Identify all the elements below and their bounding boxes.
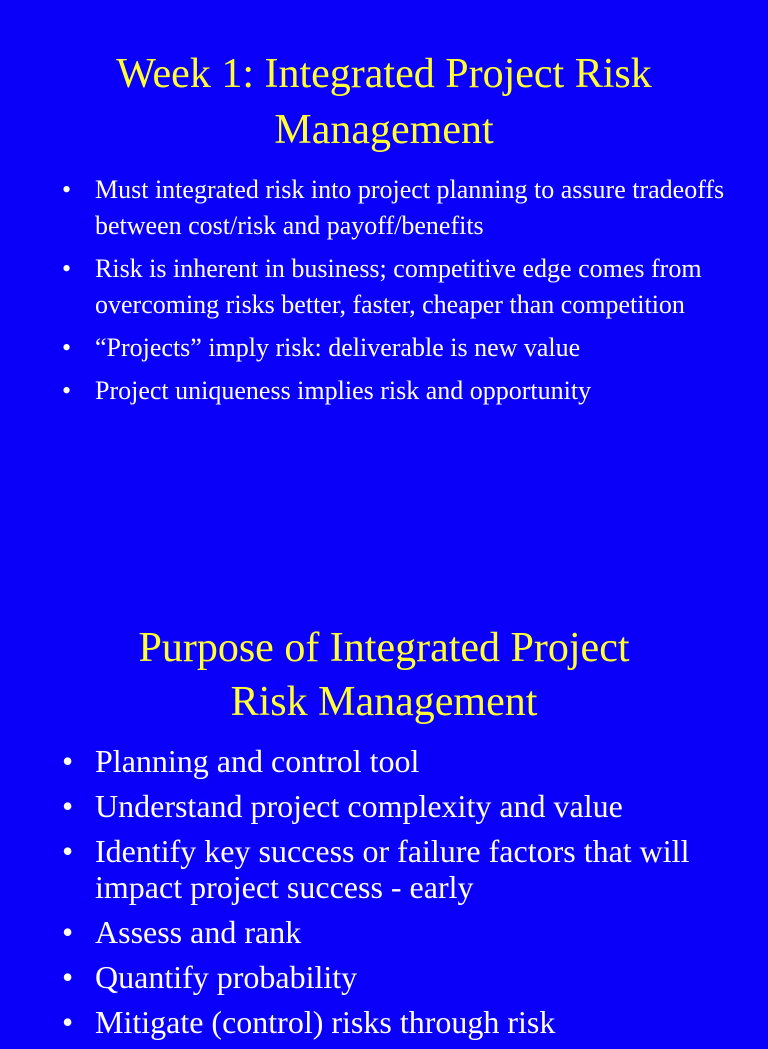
bullet-text: Identify key success or failure factors that will impact project success - early — [95, 833, 690, 905]
bullet-text: Mitigate (control) risks through risk — [95, 1004, 556, 1040]
bullet-list — [62, 172, 738, 416]
bullet-item — [62, 373, 738, 409]
bullet-item — [62, 914, 738, 950]
bullet-text: Planning and control tool — [95, 743, 420, 779]
bullet-text: Must integrated risk into project planning to assure tradeoffs between cost/risk and payoff/benefits — [95, 175, 725, 240]
bullet-text: Understand project complexity and value — [95, 788, 623, 824]
bullet-text: “Projects” imply risk: deliverable is new value — [95, 333, 581, 362]
bullet-item — [62, 833, 738, 905]
slide-title-line-2: Management — [274, 107, 494, 153]
bullet-item — [62, 1004, 738, 1040]
bullet-icon: • — [62, 743, 74, 779]
bullet-item — [62, 959, 738, 995]
bullet-icon: • — [62, 175, 72, 204]
bullet-icon: • — [62, 376, 72, 405]
bullet-item — [62, 330, 738, 366]
bullet-text: Assess and rank — [95, 914, 302, 950]
bullet-icon: • — [62, 1004, 74, 1040]
slide-title-line-1: Purpose of Integrated Project — [138, 625, 630, 671]
bullet-text: Project uniqueness implies risk and opportunity — [95, 376, 592, 405]
bullet-list — [62, 743, 738, 1049]
slide-title — [30, 621, 738, 729]
bullet-item — [62, 251, 738, 323]
slide-title-line-2: Risk Management — [230, 679, 538, 725]
bullet-icon: • — [62, 959, 74, 995]
bullet-icon: • — [62, 788, 74, 824]
slide-title-line-1: Week 1: Integrated Project Risk — [116, 51, 652, 97]
bullet-icon: • — [62, 833, 74, 869]
bullet-icon: • — [62, 333, 72, 362]
slide-purpose — [0, 560, 768, 1040]
bullet-icon: • — [62, 914, 74, 950]
bullet-item — [62, 172, 738, 244]
bullet-text: Quantify probability — [95, 959, 358, 995]
bullet-item — [62, 743, 738, 779]
bullet-item — [62, 788, 738, 824]
slide-title — [30, 46, 738, 158]
bullet-text: Risk is inherent in business; competitive edge comes from overcoming risks better, faster, cheaper than competition — [95, 254, 702, 319]
bullet-icon: • — [62, 254, 72, 283]
